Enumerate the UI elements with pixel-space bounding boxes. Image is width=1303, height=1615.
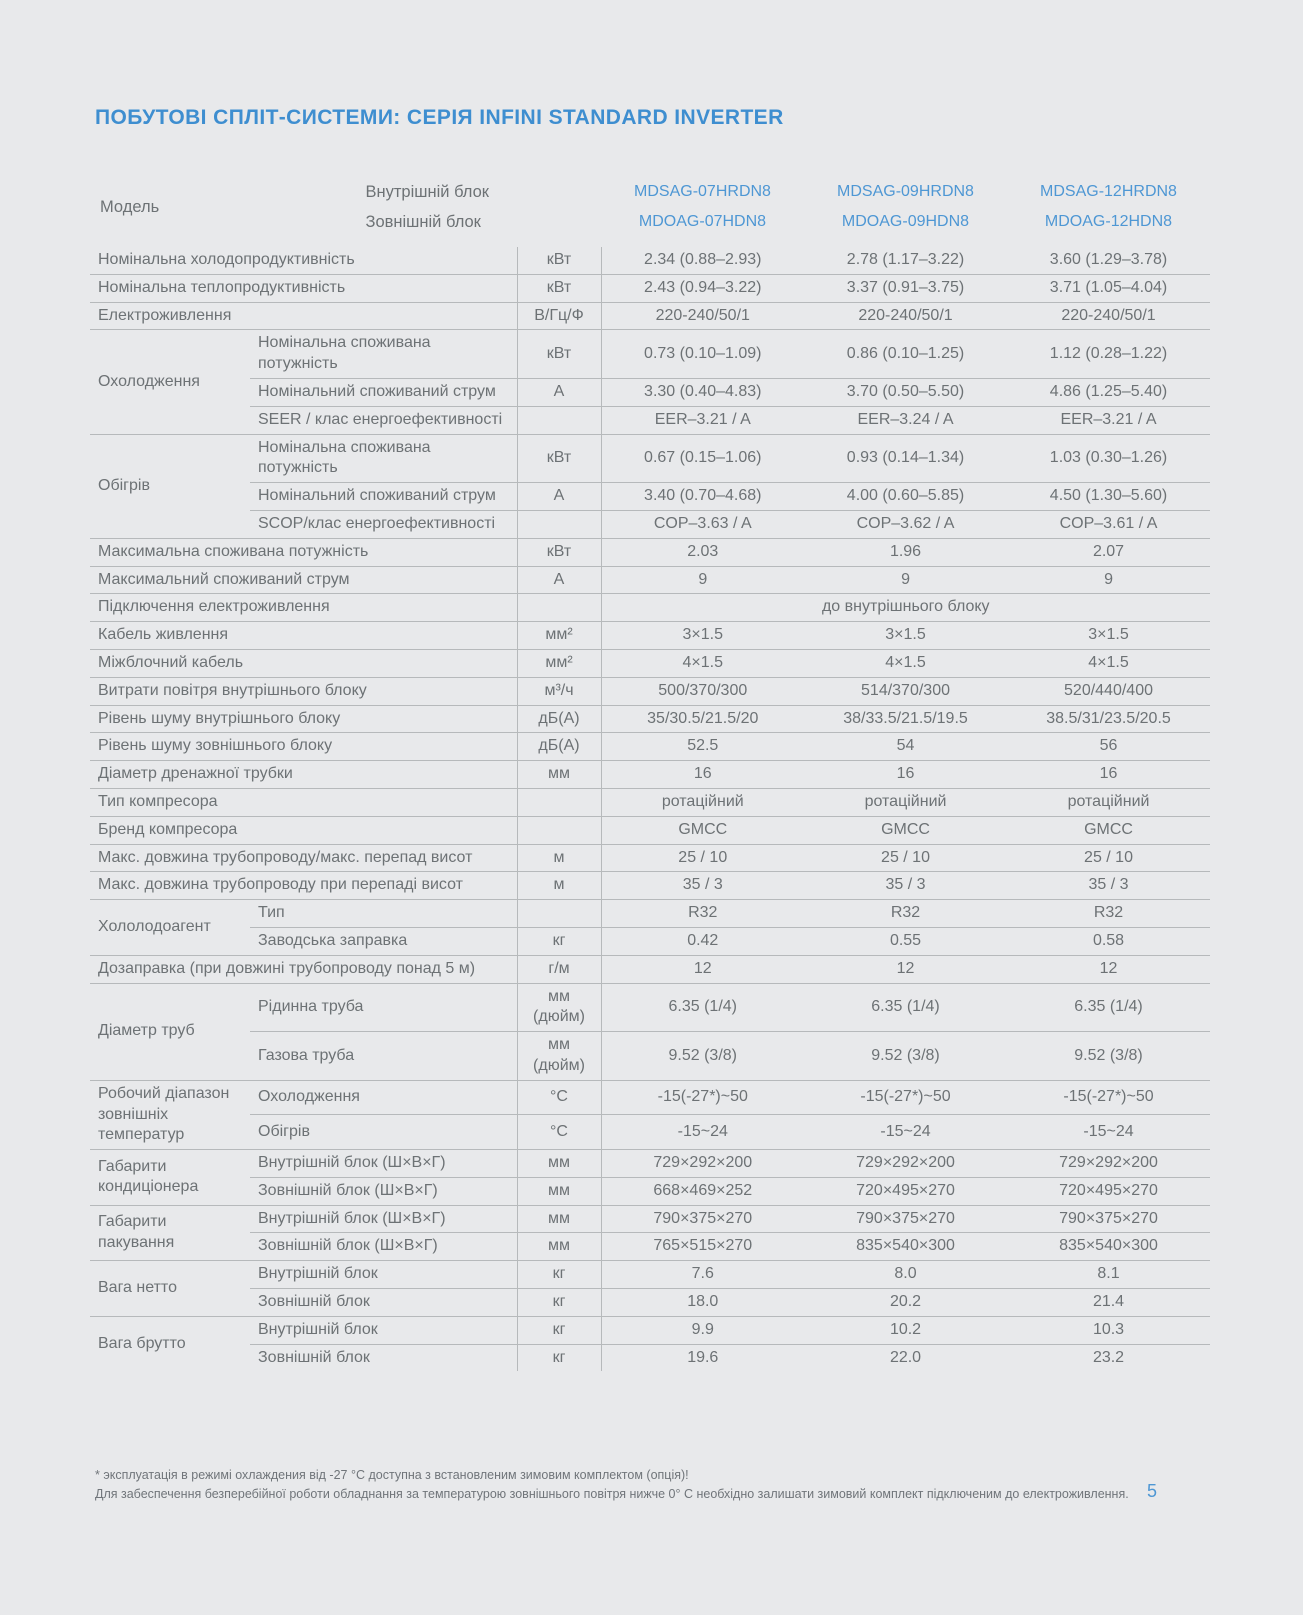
value-cell: EER–3.24 / A: [804, 406, 1007, 434]
param-label: Рідинна труба: [250, 983, 517, 1032]
value-cell: 2.34 (0.88–2.93): [601, 247, 804, 274]
unit-cell: мм²: [517, 622, 601, 650]
spec-table: [90, 247, 1210, 1371]
footnote: [95, 1466, 1140, 1505]
spec-row: [90, 927, 1210, 955]
value-cell: COP–3.62 / A: [804, 510, 1007, 538]
unit-cell: мм: [517, 1205, 601, 1233]
spec-row: [90, 1344, 1210, 1371]
value-cell: 729×292×200: [601, 1150, 804, 1178]
spec-row: [90, 761, 1210, 789]
param-label: Тип компресора: [90, 788, 517, 816]
spec-row: [90, 1233, 1210, 1261]
unit-cell: В/Гц/Ф: [517, 302, 601, 330]
spec-row: [90, 816, 1210, 844]
outdoor-model-name: MDOAG-09HDN8: [841, 213, 970, 230]
spec-row: [90, 622, 1210, 650]
value-cell: 9: [804, 566, 1007, 594]
model-column-1: [601, 177, 804, 237]
value-cell: ротаційний: [601, 788, 804, 816]
spec-row: [90, 406, 1210, 434]
value-cell: 3.71 (1.05–4.04): [1007, 274, 1210, 302]
param-label: Міжблочний кабель: [90, 649, 517, 677]
value-cell-span: до внутрішнього блоку: [601, 594, 1210, 622]
unit-cell: °С: [517, 1080, 601, 1115]
spec-row: [90, 677, 1210, 705]
param-label: Внутрішній блок (Ш×В×Г): [250, 1150, 517, 1178]
page-title: ПОБУТОВІ СПЛІТ-СИСТЕМИ: СЕРІЯ INFINI STANDARD INVERTER: [95, 106, 784, 129]
value-cell: 12: [804, 955, 1007, 983]
unit-cell: кВт: [517, 538, 601, 566]
value-cell: 3.60 (1.29–3.78): [1007, 247, 1210, 274]
value-cell: 0.86 (0.10–1.25): [804, 330, 1007, 379]
spec-row: [90, 733, 1210, 761]
value-cell: 10.3: [1007, 1316, 1210, 1344]
param-label: SEER / клас енергоефективності: [250, 406, 517, 434]
indoor-block-label: Внутрішній блок: [365, 183, 489, 201]
value-cell: 9: [1007, 566, 1210, 594]
unit-cell: мм: [517, 1233, 601, 1261]
outdoor-model-name: MDOAG-12HDN8: [1044, 213, 1173, 230]
value-cell: 3.37 (0.91–3.75): [804, 274, 1007, 302]
model-header-cell: [90, 177, 517, 237]
value-cell: 2.07: [1007, 538, 1210, 566]
param-label: Обігрів: [250, 1115, 517, 1150]
value-cell: 3×1.5: [1007, 622, 1210, 650]
unit-cell: мм (дюйм): [517, 983, 601, 1032]
param-label: SCOP/клас енергоефективності: [250, 510, 517, 538]
value-cell: 835×540×300: [804, 1233, 1007, 1261]
value-cell: 4.50 (1.30–5.60): [1007, 483, 1210, 511]
unit-cell: кг: [517, 927, 601, 955]
value-cell: 4.86 (1.25–5.40): [1007, 378, 1210, 406]
value-cell: COP–3.63 / A: [601, 510, 804, 538]
spec-row: [90, 566, 1210, 594]
param-label: Зовнішній блок (Ш×В×Г): [250, 1177, 517, 1205]
param-label: Номінальна споживана потужність: [250, 330, 517, 379]
param-label: Зовнішній блок (Ш×В×Г): [250, 1233, 517, 1261]
value-cell: 19.6: [687, 1348, 719, 1366]
spec-row: [90, 983, 1210, 1032]
value-cell: 4.00 (0.60–5.85): [804, 483, 1007, 511]
param-label: Макс. довжина трубопроводу/макс. перепад висот: [90, 844, 517, 872]
value-cell: 52.5: [601, 733, 804, 761]
value-cell: 1.96: [804, 538, 1007, 566]
value-cell: 2.43 (0.94–3.22): [601, 274, 804, 302]
param-label: Витрати повітря внутрішнього блоку: [90, 677, 517, 705]
spec-row: [90, 378, 1210, 406]
value-cell: R32: [1007, 900, 1210, 928]
value-cell: R32: [804, 900, 1007, 928]
spec-row: [90, 510, 1210, 538]
value-cell: EER–3.21 / A: [601, 406, 804, 434]
value-cell: 54: [804, 733, 1007, 761]
spec-row: [90, 594, 1210, 622]
unit-cell: м³/ч: [517, 677, 601, 705]
value-cell: 1.12 (0.28–1.22): [1007, 330, 1210, 379]
spec-row: [90, 649, 1210, 677]
unit-cell: кВт: [517, 434, 601, 483]
spec-row: [90, 483, 1210, 511]
spec-row: [90, 247, 1210, 274]
unit-cell: [517, 594, 601, 622]
value-cell: 729×292×200: [1007, 1150, 1210, 1178]
value-cell: EER–3.21 / A: [1007, 406, 1210, 434]
group-label: Габарити пакування: [90, 1205, 250, 1261]
value-cell: 21.4: [1007, 1289, 1210, 1317]
param-label: Електроживлення: [90, 302, 517, 330]
table-header: [90, 168, 1210, 246]
param-label: Охолодження: [250, 1080, 517, 1115]
spec-row: [90, 1261, 1210, 1289]
unit-cell: кг: [517, 1289, 601, 1317]
spec-row: [90, 538, 1210, 566]
unit-cell: кВт: [517, 247, 601, 274]
value-cell: 8.0: [804, 1261, 1007, 1289]
value-cell: 18.0: [601, 1289, 804, 1317]
param-label: Макс. довжина трубопроводу при перепаді висот: [90, 872, 517, 900]
unit-cell: мм (дюйм): [517, 1032, 601, 1081]
value-cell: 4×1.5: [601, 649, 804, 677]
param-label: Внутрішній блок (Ш×В×Г): [250, 1205, 517, 1233]
value-cell: 790×375×270: [804, 1205, 1007, 1233]
value-cell: -15~24: [601, 1115, 804, 1150]
value-cell: 38.5/31/23.5/20.5: [1007, 705, 1210, 733]
page-number: 5: [1147, 1481, 1158, 1501]
param-label: Номінальна споживана потужність: [250, 434, 517, 483]
value-cell: -15~24: [804, 1115, 1007, 1150]
value-cell: 9.52 (3/8): [1007, 1032, 1210, 1081]
param-label: Максимальний споживаний струм: [90, 566, 517, 594]
unit-cell: кВт: [517, 330, 601, 379]
value-cell: 8.1: [1007, 1261, 1210, 1289]
value-cell: 25 / 10: [1007, 844, 1210, 872]
spec-row: [90, 1289, 1210, 1317]
value-cell: 220-240/50/1: [804, 302, 1007, 330]
spec-row: [90, 788, 1210, 816]
value-cell: 720×495×270: [1007, 1177, 1210, 1205]
value-cell: GMCC: [601, 816, 804, 844]
spec-row: [90, 302, 1210, 330]
value-cell: 9.9: [601, 1316, 804, 1344]
value-cell: 6.35 (1/4): [1007, 983, 1210, 1032]
group-label: Охолодження: [90, 330, 250, 434]
unit-cell: мм²: [517, 649, 601, 677]
value-cell: GMCC: [1007, 816, 1210, 844]
group-label: Вага нетто: [90, 1261, 250, 1317]
value-cell: -15(-27*)~50: [601, 1080, 804, 1115]
value-cell: 2.78 (1.17–3.22): [804, 247, 1007, 274]
value-cell: 4×1.5: [804, 649, 1007, 677]
value-cell: 3×1.5: [601, 622, 804, 650]
value-cell: 6.35 (1/4): [601, 983, 804, 1032]
value-cell: 9: [601, 566, 804, 594]
param-label: Заводська заправка: [250, 927, 517, 955]
value-cell: 220-240/50/1: [1007, 302, 1210, 330]
param-label: Бренд компресора: [90, 816, 517, 844]
value-cell: -15~24: [1007, 1115, 1210, 1150]
param-label: Рівень шуму зовнішнього блоку: [90, 733, 517, 761]
value-cell: 514/370/300: [804, 677, 1007, 705]
spec-row: [90, 1032, 1210, 1081]
value-cell: 0.42: [601, 927, 804, 955]
value-cell: 16: [601, 761, 804, 789]
spec-row: [90, 1177, 1210, 1205]
value-cell: 790×375×270: [601, 1205, 804, 1233]
model-column-3: [1007, 177, 1210, 237]
group-label: Робочий діапазон зовнішніх температур: [90, 1080, 250, 1149]
value-cell: 3.30 (0.40–4.83): [601, 378, 804, 406]
indoor-model-name: MDSAG-09HRDN8: [837, 183, 974, 200]
unit-cell: [517, 788, 601, 816]
value-cell: 520/440/400: [1007, 677, 1210, 705]
indoor-model-name: MDSAG-07HRDN8: [634, 183, 771, 200]
unit-cell: А: [517, 483, 601, 511]
value-cell: 7.6: [601, 1261, 804, 1289]
model-column-2: [804, 177, 1007, 237]
spec-row: [90, 872, 1210, 900]
value-cell: 790×375×270: [1007, 1205, 1210, 1233]
value-cell: 2.03: [601, 538, 804, 566]
value-cell: 6.35 (1/4): [804, 983, 1007, 1032]
unit-cell: [517, 816, 601, 844]
value-cell: 25 / 10: [804, 844, 1007, 872]
footnote-line-1: * эксплуатація в режимі охлаждения від -27 °С доступна з встановленим зимовим комплектом (опція)!: [95, 1468, 689, 1482]
value-cell: 16: [804, 761, 1007, 789]
spec-row: [90, 1115, 1210, 1150]
spec-row: [90, 844, 1210, 872]
outdoor-block-label: Зовнішній блок: [365, 213, 481, 231]
unit-cell: кг: [517, 1261, 601, 1289]
param-label: Номінальний споживаний струм: [250, 483, 517, 511]
spec-row: [90, 900, 1210, 928]
value-cell: 0.67 (0.15–1.06): [601, 434, 804, 483]
unit-cell: м: [517, 872, 601, 900]
param-label: Внутрішній блок: [250, 1316, 517, 1344]
unit-cell: дБ(А): [517, 705, 601, 733]
value-cell: 220-240/50/1: [601, 302, 804, 330]
value-cell: 35 / 3: [601, 872, 804, 900]
value-cell: 0.73 (0.10–1.09): [601, 330, 804, 379]
param-label: Діаметр дренажної трубки: [90, 761, 517, 789]
param-label: Номінальна теплопродуктивність: [90, 274, 517, 302]
param-label: Зовнішній блок: [250, 1289, 517, 1317]
unit-cell: [517, 406, 601, 434]
value-cell: COP–3.61 / A: [1007, 510, 1210, 538]
param-label: Зовнішній блок: [258, 1348, 370, 1366]
param-label: Газова труба: [250, 1032, 517, 1081]
value-cell: 3.40 (0.70–4.68): [601, 483, 804, 511]
param-label: Кабель живлення: [90, 622, 517, 650]
unit-cell: кг: [517, 1316, 601, 1344]
value-cell: 16: [1007, 761, 1210, 789]
value-cell: GMCC: [804, 816, 1007, 844]
spec-row: [90, 434, 1210, 483]
param-label: Максимальна споживана потужність: [90, 538, 517, 566]
spec-row: [90, 330, 1210, 379]
value-cell: 35 / 3: [804, 872, 1007, 900]
value-cell: 4×1.5: [1007, 649, 1210, 677]
spec-row: [90, 1150, 1210, 1178]
value-cell: 35/30.5/21.5/20: [601, 705, 804, 733]
value-cell: 22.0: [889, 1348, 922, 1366]
value-cell: 3×1.5: [804, 622, 1007, 650]
value-cell: ротаційний: [1007, 788, 1210, 816]
value-cell: 23.2: [1092, 1348, 1125, 1366]
spec-row: [90, 705, 1210, 733]
param-label: Дозаправка (при довжині трубопроводу понад 5 м): [90, 955, 517, 983]
value-cell: 25 / 10: [601, 844, 804, 872]
footnote-line-2: Для забеспечення безперебійної роботи обладнання за температурою зовнішнього повітря нижче 0° С необхідно залишати зимовий комплект підключеним до електроживлення.: [95, 1487, 1129, 1502]
spec-row: [90, 1316, 1210, 1344]
unit-cell: А: [517, 566, 601, 594]
group-label: Хололодоагент: [90, 900, 250, 956]
value-cell: 0.58: [1007, 927, 1210, 955]
unit-cell: кВт: [517, 274, 601, 302]
value-cell: 1.03 (0.30–1.26): [1007, 434, 1210, 483]
value-cell: 720×495×270: [804, 1177, 1007, 1205]
group-label: Вага брутто: [98, 1334, 186, 1352]
unit-cell: дБ(А): [517, 733, 601, 761]
value-cell: 9.52 (3/8): [601, 1032, 804, 1081]
value-cell: 729×292×200: [804, 1150, 1007, 1178]
unit-cell: кг: [517, 1344, 601, 1371]
group-label: Діаметр труб: [90, 983, 250, 1080]
value-cell: -15(-27*)~50: [804, 1080, 1007, 1115]
unit-cell: мм: [517, 1177, 601, 1205]
param-label: Номінальний споживаний струм: [250, 378, 517, 406]
value-cell: 765×515×270: [601, 1233, 804, 1261]
value-cell: 3.70 (0.50–5.50): [804, 378, 1007, 406]
unit-cell: г/м: [517, 955, 601, 983]
value-cell: ротаційний: [804, 788, 1007, 816]
param-label: Тип: [250, 900, 517, 928]
spec-row: [90, 1080, 1210, 1115]
value-cell: 9.52 (3/8): [804, 1032, 1007, 1081]
unit-cell: °С: [517, 1115, 601, 1150]
value-cell: 0.55: [804, 927, 1007, 955]
value-cell: 668×469×252: [601, 1177, 804, 1205]
spec-row: [90, 274, 1210, 302]
spec-row: [90, 1205, 1210, 1233]
param-label: Внутрішній блок: [250, 1261, 517, 1289]
value-cell: 500/370/300: [601, 677, 804, 705]
param-label: Номінальна холодопродуктивність: [90, 247, 517, 274]
unit-cell: м: [517, 844, 601, 872]
unit-cell: мм: [517, 761, 601, 789]
value-cell: 20.2: [804, 1289, 1007, 1317]
unit-cell: А: [517, 378, 601, 406]
value-cell: 12: [601, 955, 804, 983]
spec-row: [90, 955, 1210, 983]
param-label: Рівень шуму внутрішнього блоку: [90, 705, 517, 733]
group-label: Обігрів: [90, 434, 250, 538]
param-label: Підключення електроживлення: [90, 594, 517, 622]
value-cell: 12: [1007, 955, 1210, 983]
group-label: Габарити кондиціонера: [90, 1150, 250, 1206]
value-cell: 35 / 3: [1007, 872, 1210, 900]
value-cell: R32: [601, 900, 804, 928]
value-cell: 835×540×300: [1007, 1233, 1210, 1261]
model-label: Модель: [100, 197, 160, 216]
block-labels: [365, 177, 489, 237]
value-cell: 38/33.5/21.5/19.5: [804, 705, 1007, 733]
value-cell: 10.2: [804, 1316, 1007, 1344]
value-cell: -15(-27*)~50: [1007, 1080, 1210, 1115]
unit-cell: [517, 900, 601, 928]
indoor-model-name: MDSAG-12HRDN8: [1040, 183, 1177, 200]
value-cell: 0.93 (0.14–1.34): [804, 434, 1007, 483]
value-cell: 56: [1007, 733, 1210, 761]
outdoor-model-name: MDOAG-07HDN8: [638, 213, 767, 230]
unit-cell: мм: [517, 1150, 601, 1178]
unit-cell: [517, 510, 601, 538]
